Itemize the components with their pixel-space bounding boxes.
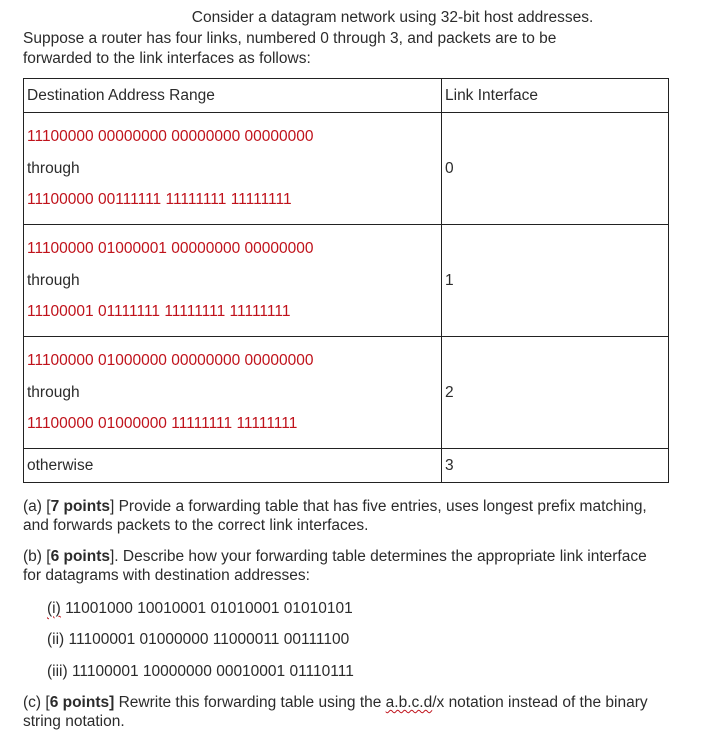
part-c-text-before: Rewrite this forwarding table using the	[114, 694, 386, 711]
range-start: 11100000 00000000 00000000 00000000	[27, 128, 314, 146]
range-start: 11100000 01000000 00000000 00000000	[27, 352, 314, 370]
header-destination-range: Destination Address Range	[24, 79, 442, 113]
part-b-prefix: (b) [	[23, 548, 51, 565]
item-label: (iii)	[47, 663, 68, 680]
table-row	[24, 337, 669, 449]
item-label: (i)	[47, 600, 61, 617]
page-title: Consider a datagram network using 32-bit host addresses.	[191, 9, 594, 26]
part-b-paragraph	[23, 547, 653, 585]
table-header-row	[24, 79, 669, 113]
part-c-prefix: (c) [	[23, 694, 50, 711]
link-cell: 1	[442, 225, 669, 337]
part-b-text: ]. Describe how your forwarding table determines the appropriate link interface for datagrams with destination addresses:	[23, 548, 647, 584]
table-row-otherwise	[24, 449, 669, 483]
range-end: 11100000 00111111 11111111 11111111	[27, 191, 292, 209]
range-cell	[24, 113, 442, 225]
range-cell	[24, 337, 442, 449]
table-row	[24, 225, 669, 337]
part-a-text: ] Provide a forwarding table that has five entries, uses longest prefix matching, and forwards packets to the correct link interfaces.	[23, 498, 647, 534]
part-c-notation: a.b.c.d	[385, 694, 433, 711]
range-through: through	[27, 159, 80, 177]
part-c-paragraph	[23, 693, 653, 731]
part-b-item	[47, 662, 354, 681]
item-address: 11100001 10000000 00010001 01110111	[67, 663, 354, 680]
item-label: (ii)	[47, 631, 65, 648]
range-cell	[24, 225, 442, 337]
link-cell: 3	[442, 449, 669, 483]
part-b-item	[47, 599, 353, 618]
part-a-points: 7 points	[50, 498, 110, 515]
forwarding-ranges-table	[23, 78, 669, 483]
header-link-interface: Link Interface	[442, 79, 669, 113]
intro-paragraph: Suppose a router has four links, numbered 0 through 3, and packets are to be forwarded to the link interfaces as follows:	[23, 30, 557, 67]
item-address: 11100001 01000000 11000011 00111100	[64, 631, 350, 648]
range-end: 11100001 01111111 11111111 11111111	[27, 303, 291, 321]
range-through: through	[27, 383, 80, 401]
part-c-points: 6 points]	[49, 694, 115, 711]
range-start: 11100000 01000001 00000000 00000000	[27, 240, 314, 258]
part-a-prefix: (a) [	[23, 498, 51, 515]
range-through: through	[27, 271, 80, 289]
part-b-points: 6 points	[50, 548, 110, 565]
link-cell: 2	[442, 337, 669, 449]
link-cell: 0	[442, 113, 669, 225]
part-a-paragraph	[23, 497, 653, 535]
otherwise-cell: otherwise	[24, 449, 442, 483]
part-b-item	[47, 630, 349, 649]
range-end: 11100000 01000000 11111111 11111111	[27, 415, 298, 433]
item-address: 11001000 10010001 01010001 01010101	[60, 600, 353, 617]
table-row	[24, 113, 669, 225]
part-c-text-after: /x notation instead of the binary string notation.	[23, 694, 648, 730]
